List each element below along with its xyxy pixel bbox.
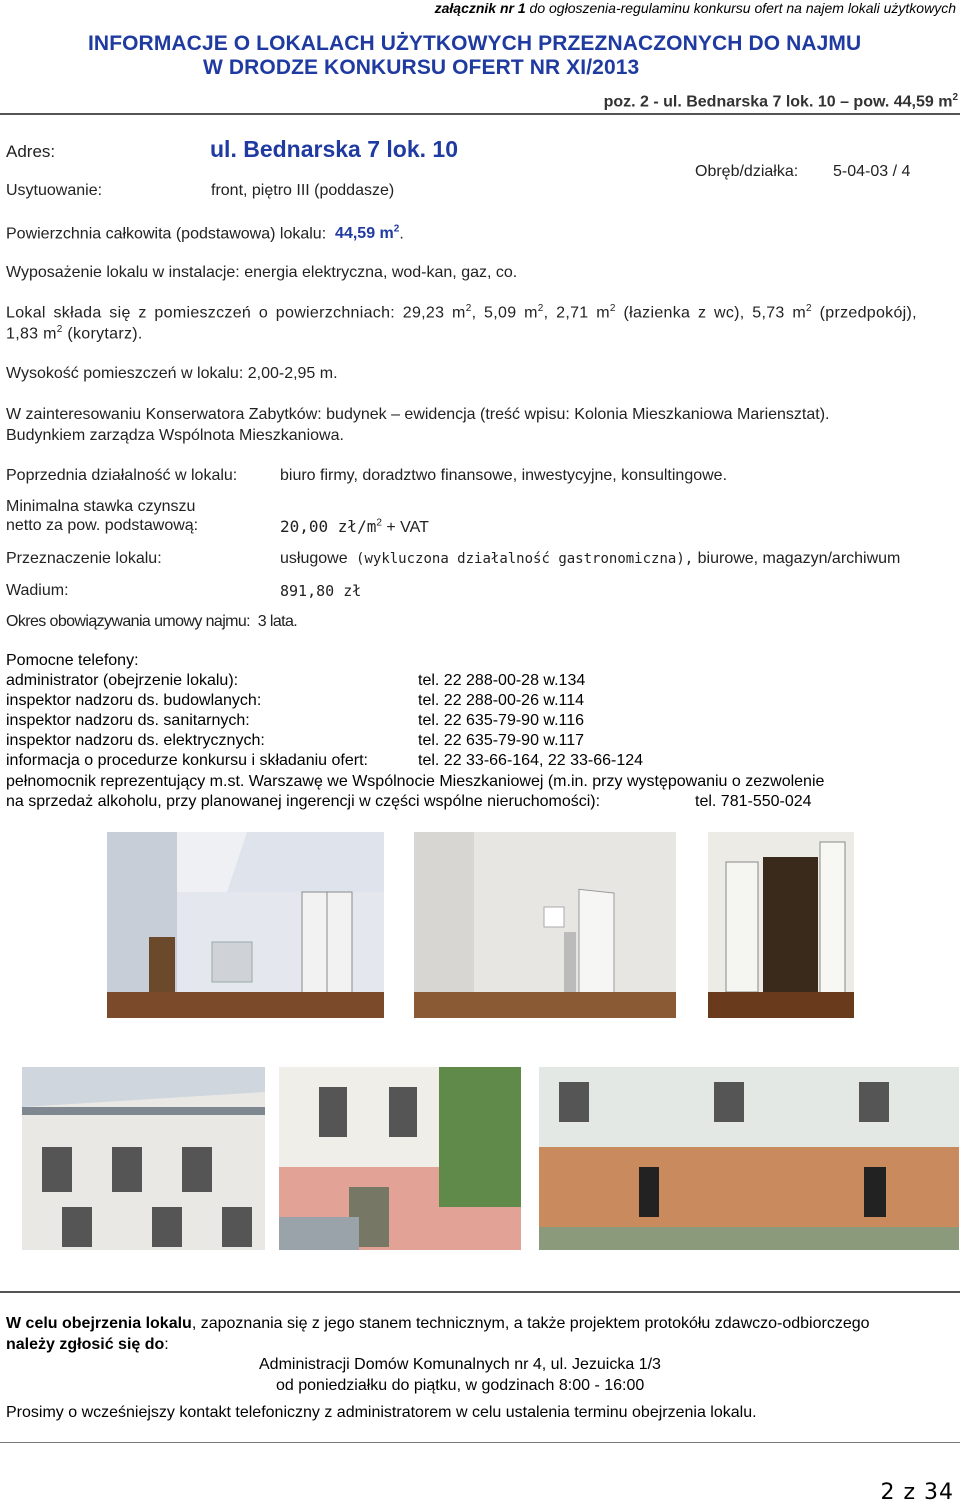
area-line: Powierzchnia całkowita (podstawowa) lokalu: 44,59 $m^2$.: [6, 224, 404, 243]
interior-photo-1: [107, 832, 384, 1018]
phone-row-tel-4: tel. 22 33-66-164, 22 33-66-124: [418, 752, 644, 769]
phone-row-tel-1: tel. 22 288-00-26 w.114: [418, 692, 585, 709]
phone-row-label-2: inspektor nadzoru ds. sanitarnych:: [6, 712, 250, 729]
prev-activity-label: Poprzednia działalność w lokalu:: [6, 467, 238, 484]
office-hours: od poniedziałku do piątku, w godzinach 8:00 - 16:00: [276, 1377, 645, 1394]
plot-value: 5-04-03 / 4: [833, 163, 911, 180]
height-line: Wysokość pomieszczeń w lokalu: 2,00-2,95 m.: [6, 365, 338, 382]
visit-line1: W celu obejrzenia lokalu, zapoznania się z jego stanem technicznym, a także projektem protokółu zdawczo-odbiorczego: [6, 1315, 870, 1332]
proxy-line1: pełnomocnik reprezentujący m.st. Warszawę we Wspólnocie Mieszkaniowej (m.in. przy występowaniu o zezwolenie: [6, 773, 825, 790]
page-number: 2 z 34: [880, 1480, 954, 1505]
equipment-line: Wyposażenie lokalu w instalacje: energia elektryczna, wod-kan, gaz, co.: [6, 264, 518, 281]
position-summary: poz. 2 - ul. Bednarska 7 lok. 10 – pow. 44,59 $m^2$: [603, 92, 958, 111]
contact-request: Prosimy o wcześniejszy kontakt telefoniczny z administratorem w celu ustalenia terminu obejrzenia lokalu.: [6, 1404, 757, 1421]
phone-row-tel-3: tel. 22 635-79-90 w.117: [418, 732, 585, 749]
rent-label-2: netto za pow. podstawową:: [6, 517, 199, 534]
phone-row-label-0: administrator (obejrzenie lokalu):: [6, 672, 239, 689]
footer-divider: [0, 1291, 960, 1293]
proxy-tel: tel. 781-550-024: [695, 793, 812, 810]
area-value: 44,59 $m^2$: [335, 224, 400, 243]
page-title-line1: INFORMACJE O LOKALACH UŻYTKOWYCH PRZEZNACZONYCH DO NAJMU: [88, 32, 862, 55]
management-line: Budynkiem zarządza Wspólnota Mieszkaniowa.: [6, 427, 344, 444]
interior-photo-2: [414, 832, 676, 1018]
annex-rest: do ogłoszenia-regulaminu konkursu ofert na najem lokali użytkowych: [529, 0, 956, 16]
phone-row-label-4: informacja o procedurze konkursu i składaniu ofert:: [6, 752, 368, 769]
exterior-photo-3: [539, 1067, 959, 1250]
header-divider: [0, 113, 960, 115]
rent-value: 20,00 $zł/m^2$ + VAT: [280, 517, 429, 536]
visit-line2: należy zgłosić się do:: [6, 1336, 169, 1353]
purpose-value: usługowe (wykluczona działalność gastronomiczna), biurowe, magazyn/archiwum: [280, 550, 901, 567]
exterior-photo-2: [279, 1067, 521, 1250]
address-value: ul. Bednarska 7 lok. 10: [210, 136, 459, 162]
conservator-line: W zainteresowaniu Konserwatora Zabytków: budynek – ewidencja (treść wpisu: Kolonia Mieszkaniowa Mariensztat).: [6, 406, 830, 423]
interior-photo-3: [708, 832, 854, 1018]
phone-row-label-1: inspektor nadzoru ds. budowlanych:: [6, 692, 262, 709]
rent-label-1: Minimalna stawka czynszu: [6, 498, 196, 515]
rooms-line1: Lokal składa się z pomieszczeń o powierzchniach: 29,23 $m^2$, 5,09 $m^2$, 2,71 $m^2$ (łazienka z wc), 5,73 $m^2$ (przedpokój),: [6, 303, 917, 322]
phone-row-tel-2: tel. 22 635-79-90 w.116: [418, 712, 585, 729]
exterior-photo-1: [22, 1067, 265, 1250]
prev-activity-value: biuro firmy, doradztwo finansowe, inwestycyjne, konsultingowe.: [280, 467, 728, 484]
location-label: Usytuowanie:: [6, 182, 103, 199]
phone-row-tel-0: tel. 22 288-00-28 w.134: [418, 672, 586, 689]
bottom-divider: [0, 1442, 960, 1443]
phone-row-label-3: inspektor nadzoru ds. elektrycznych:: [6, 732, 265, 749]
purpose-label: Przeznaczenie lokalu:: [6, 550, 162, 567]
rooms-line2: 1,83 $m^2$ (korytarz).: [6, 324, 143, 343]
deposit-label: Wadium:: [6, 582, 69, 599]
deposit-value: 891,80 zł: [280, 582, 362, 600]
proxy-line2: na sprzedaż alkoholu, przy planowanej ingerencji w części wspólne nieruchomości):: [6, 793, 601, 810]
office-address: Administracji Domów Komunalnych nr 4, ul. Jezuicka 1/3: [259, 1356, 661, 1373]
period-line: Okres obowiązywania umowy najmu: 3 lata.: [6, 613, 298, 630]
annex-bold: załącznik nr 1: [434, 0, 526, 16]
page-title-line2: W DRODZE KONKURSU OFERT NR XI/2013: [203, 56, 640, 79]
plot-label: Obręb/działka:: [695, 163, 799, 180]
annex-note: [435, 0, 956, 16]
location-value: front, piętro III (poddasze): [211, 182, 395, 199]
address-label: Adres:: [6, 142, 56, 161]
phones-heading: Pomocne telefony:: [6, 652, 139, 669]
